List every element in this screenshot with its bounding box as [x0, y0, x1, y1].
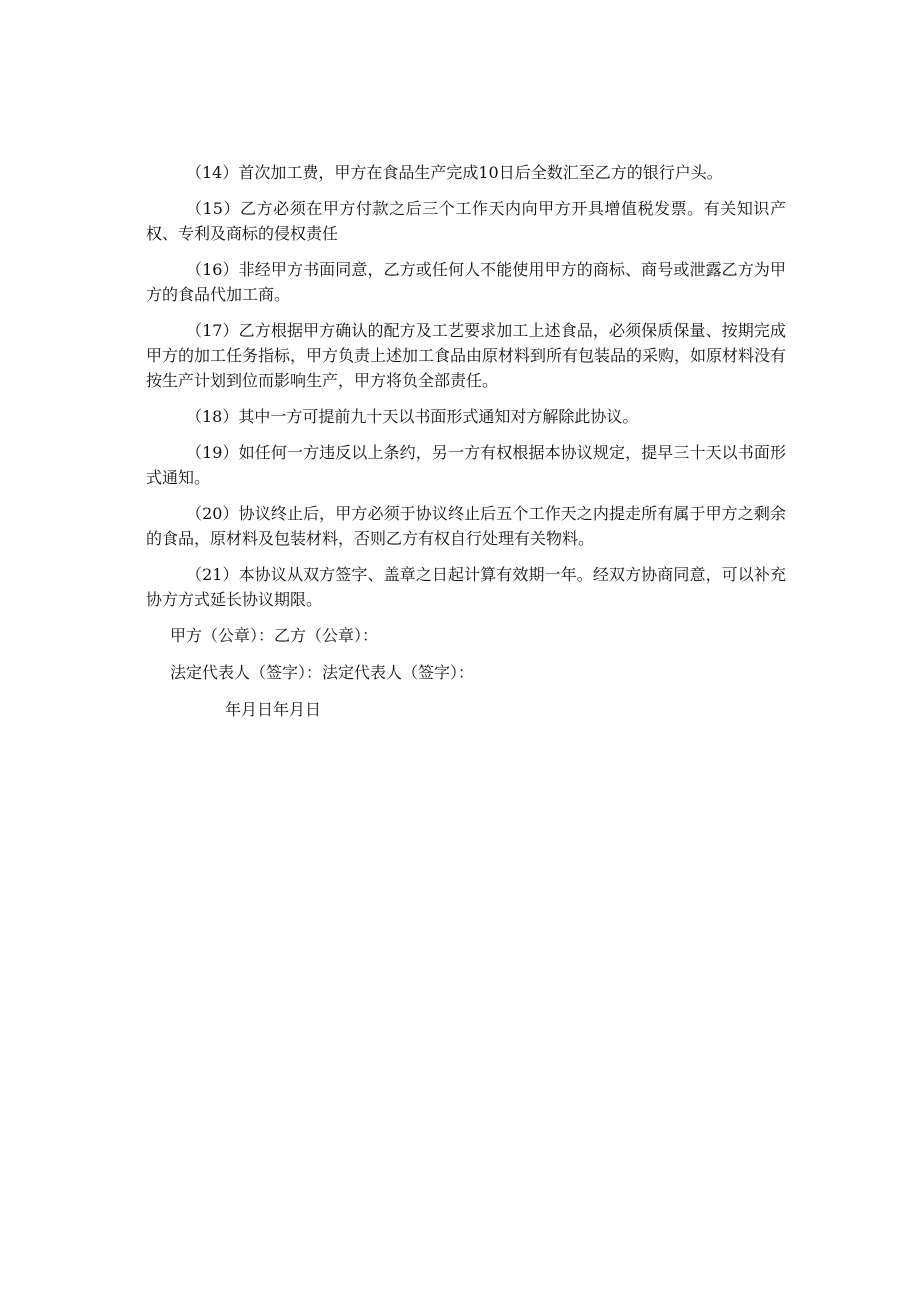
clause-16: （16）非经甲方书面同意，乙方或任何人不能使用甲方的商标、商号或泄露乙方为甲方的食品代加工商。 — [146, 260, 786, 304]
clause-18: （18）其中一方可提前九十天以书面形式通知对方解除此协议。 — [186, 407, 639, 426]
signature-parties: 甲方（公章）：乙方（公章）： — [170, 626, 379, 645]
clause-21: （21）本协议从双方签字、盖章之日起计算有效期一年。经双方协商同意，可以补充协方方式延长协议期限。 — [146, 565, 786, 609]
clause-17: （17）乙方根据甲方确认的配方及工艺要求加工上述食品，必须保质保量、按期完成甲方的加工任务指标，甲方负责上述加工食品由原材料到所有包装品的采购，如原材料没有按生产计划到位而影响生产，甲方将负全部责任。 — [146, 321, 787, 390]
clause-19: （19）如任何一方违反以上条约，另一方有权根据本协议规定，提早三十天以书面形式通知。 — [146, 443, 786, 487]
signature-representatives: 法定代表人（签字）：法定代表人（签字）： — [170, 663, 475, 682]
clause-20: （20）协议终止后，甲方必须于协议终止后五个工作天之内提走所有属于甲方之剩余的食品，原材料及包装材料，否则乙方有权自行处理有关物料。 — [146, 504, 786, 548]
clause-15: （15）乙方必须在甲方付款之后三个工作天内向甲方开具增值税发票。有关知识产权、专利及商标的侵权责任 — [146, 199, 786, 243]
signature-date: 年月日年月日 — [225, 700, 322, 719]
clause-14: （14）首次加工费，甲方在食品生产完成10日后全数汇至乙方的银行户头。 — [186, 163, 723, 182]
document-body — [146, 160, 786, 722]
